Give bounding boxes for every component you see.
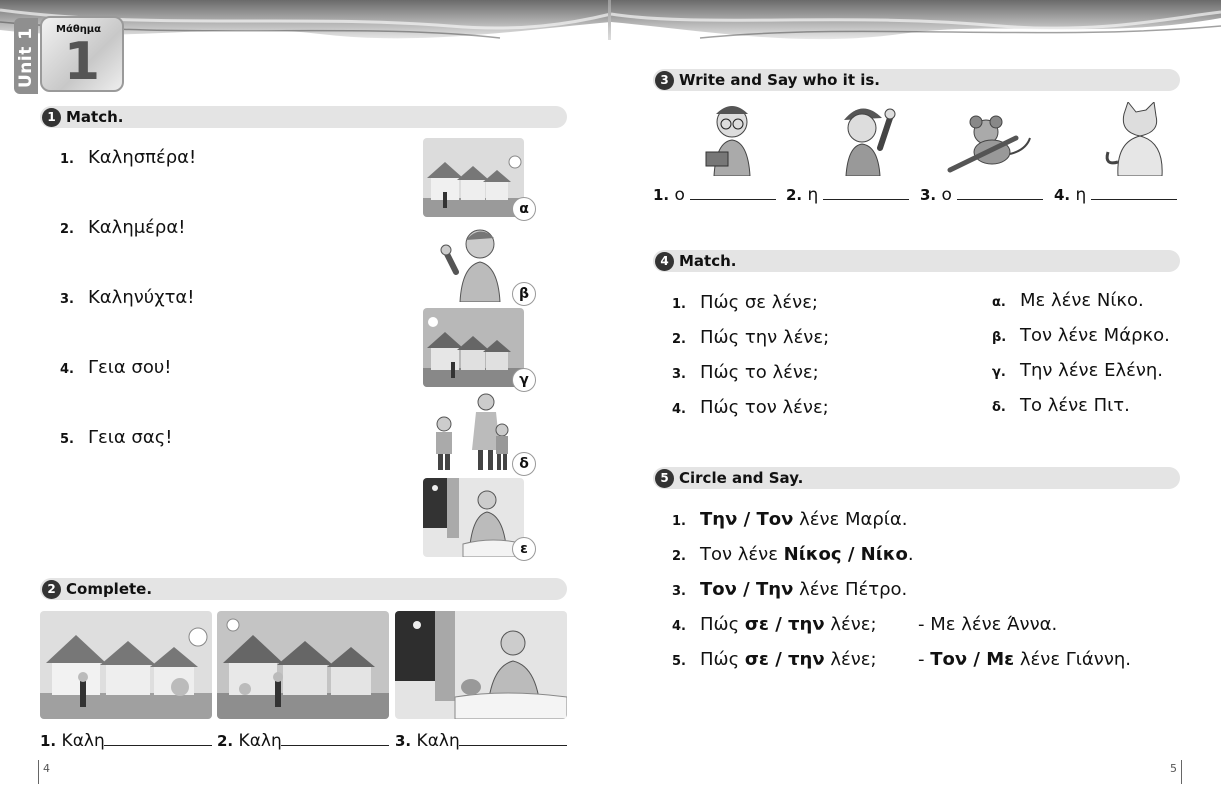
exercise-5-header (653, 467, 1180, 489)
question-item: 3. Πώς το λένε; (672, 362, 819, 383)
write-item: 2. η (786, 185, 819, 205)
circle-item: 4. Πώς σε / την λένε; (672, 614, 877, 635)
picture-night-room (395, 611, 567, 719)
page-number-right: 5 (1170, 762, 1177, 775)
exercise-title: Complete. (66, 580, 153, 598)
exercise-4-header (653, 250, 1180, 272)
picture-label: ε (512, 537, 536, 561)
picture-label: γ (512, 368, 536, 392)
circle-item: 3. Τον / Την λένε Πέτρο. (672, 579, 908, 600)
answer-item: δ. Το λένε Πιτ. (992, 395, 1130, 416)
unit-label: Unit 1 (16, 27, 36, 88)
picture-label: α (512, 197, 536, 221)
complete-item: 2. Καλη (217, 731, 282, 751)
exercise-title: Write and Say who it is. (679, 71, 880, 89)
answer-blank[interactable] (1091, 199, 1177, 200)
picture-houses-day (423, 138, 524, 217)
question-item: 4. Πώς τον λένε; (672, 397, 829, 418)
lesson-badge (40, 16, 124, 92)
write-item: 1. ο (653, 185, 685, 205)
picture-waving-boy (438, 222, 518, 302)
answer-item: β. Τον λένε Μάρκο. (992, 325, 1170, 346)
picture-mouse-pen (946, 110, 1032, 176)
lesson-number: 1 (63, 32, 101, 92)
picture-boy-reading (700, 100, 760, 176)
exercise-number: 3 (655, 71, 674, 90)
circle-item: 1. Την / Τον λένε Μαρία. (672, 509, 908, 530)
exercise-title: Match. (66, 108, 124, 126)
picture-girl-waving (834, 100, 896, 176)
list-item: 4. Γεια σου! (60, 357, 172, 378)
picture-morning-street (40, 611, 212, 719)
picture-family (430, 390, 520, 472)
circle-answer: - Με λένε Άννα. (918, 614, 1058, 635)
picture-label: δ (512, 452, 536, 476)
exercise-number: 1 (42, 108, 61, 127)
picture-houses-evening (423, 308, 524, 387)
lesson-label: Μάθημα (56, 24, 102, 35)
answer-item: α. Με λένε Νίκο. (992, 290, 1144, 311)
answer-blank[interactable] (281, 745, 389, 746)
list-item: 2. Καλημέρα! (60, 217, 186, 238)
complete-item: 1. Καλη (40, 731, 105, 751)
unit-tab (14, 18, 38, 94)
answer-blank[interactable] (104, 745, 212, 746)
exercise-1-header (40, 106, 567, 128)
list-item: 3. Καληνύχτα! (60, 287, 195, 308)
picture-cat (1104, 102, 1174, 176)
answer-blank[interactable] (823, 199, 909, 200)
complete-item: 3. Καλη (395, 731, 460, 751)
page-marker-line (1181, 760, 1182, 784)
question-item: 2. Πώς την λένε; (672, 327, 830, 348)
answer-blank[interactable] (957, 199, 1043, 200)
exercise-number: 2 (42, 580, 61, 599)
exercise-title: Match. (679, 252, 737, 270)
exercise-3-header (653, 69, 1180, 91)
page-number-left: 4 (43, 762, 50, 775)
answer-blank[interactable] (459, 745, 567, 746)
circle-item: 2. Τον λένε Νίκος / Νίκο. (672, 544, 914, 565)
page-marker-line (38, 760, 39, 784)
exercise-number: 4 (655, 252, 674, 271)
exercise-2-header (40, 578, 567, 600)
picture-label: β (512, 282, 536, 306)
circle-answer: - Τον / Με λένε Γιάννη. (918, 649, 1132, 670)
write-item: 4. η (1054, 185, 1087, 205)
list-item: 1. Καλησπέρα! (60, 147, 197, 168)
write-item: 3. ο (920, 185, 952, 205)
picture-yawning-man (423, 478, 524, 557)
answer-blank[interactable] (690, 199, 776, 200)
list-item: 5. Γεια σας! (60, 427, 173, 448)
circle-item: 5. Πώς σε / την λένε; (672, 649, 877, 670)
page-spine (608, 0, 611, 40)
exercise-number: 5 (655, 469, 674, 488)
picture-evening-street (217, 611, 389, 719)
exercise-title: Circle and Say. (679, 469, 804, 487)
question-item: 1. Πώς σε λένε; (672, 292, 818, 313)
answer-item: γ. Την λένε Ελένη. (992, 360, 1164, 381)
